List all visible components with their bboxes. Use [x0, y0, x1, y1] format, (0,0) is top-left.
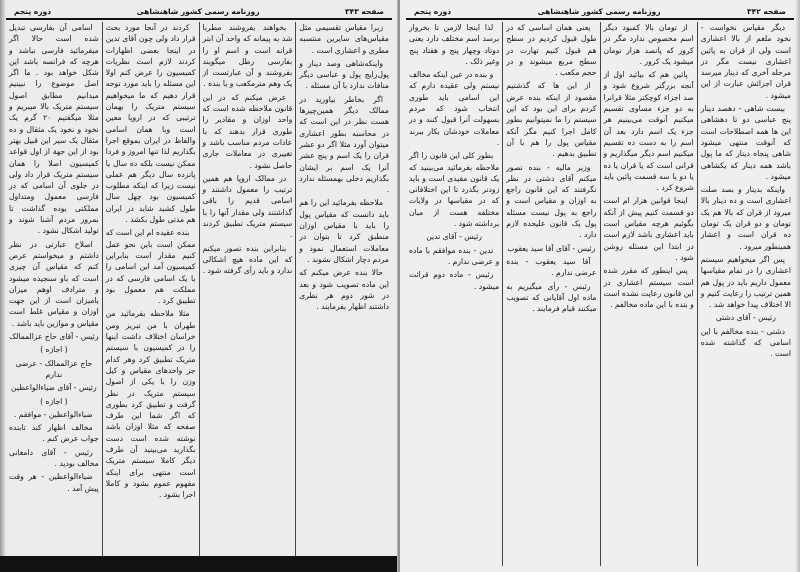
left-page — [0, 0, 398, 572]
paragraph: از تومان بالا کمبود دیگر اسم مخصوص ندارد مگر در کرور که پانصد هزار تومان میشود یک کرور . — [603, 23, 694, 66]
page-number: صفحه ۳۴۲ — [747, 6, 786, 16]
text-column — [697, 22, 794, 566]
paragraph: بیست شاهی - دهصد دینار پنج عباسی دو تا دهشاهی این ها همه اصطلاحات است که آنوقت منتهی میشود شاهی پنجاه دینار که ما پول باشد همه دینار که یکشاهی میشود . — [700, 104, 791, 181]
speaker-line: رئیس - آقای آقا سید یعقوب — [507, 243, 596, 253]
paragraph: کردند در آنجا مورد بحث قرار داد ولی چون آقای تدین در اینجا بعضی اظهارات کردند لازم است نظریات کمیسیون را عرض کنم اولا این مسئله را باید مورد توجه قرار دهیم که ما میخواهیم سیستم متریک را بهمان ترتیبی که در اروپا معین است وبا همان اسامی والفاظ در ایران بموقع اجرا بگذاریم لذا تنها امروز و فردا ممکن نیست بلکه ده سال یا پانزده سال دیگر هم عملی نیست زیرا که اینکه مطلوب کمیسیون بود چهل سال طول کشید شاید در ایران هم مدتی طول بکشد . — [105, 23, 196, 225]
text-column — [600, 22, 697, 566]
paragraph: در ممالک اروپا هم همین ترتیب را معمول داشتند و اسامی قدیم را باقی گذاشتند ولی مقدار آنها را با سیستم متریک تطبیق کردند . — [202, 173, 293, 240]
newspaper-title: روزنامه رسمی کشور شاهنشاهی — [537, 6, 661, 16]
paragraph: تدین - بنده موافقم با ماده و عرضی ندارم . — [409, 245, 500, 266]
newspaper-title: روزنامه رسمی کشور شاهنشاهی — [136, 6, 260, 16]
paragraph: عرض میکنم که در این قانون ملاحظه شده است که واحد اوزان و مقادیر را طوری قرار بدهند که با عادات مردم مناسب باشد و تغییری در معاملات جاری حاصل نشود . — [202, 92, 293, 170]
paragraph: رئیس - ماده دوم قرائت میشود . — [409, 270, 500, 291]
paragraph: پس اگر میخواهیم سیستم اعشاری را در تمام مقیاسها معمول داریم باید در پول هم همین ترتیب را رعایت کنیم و الا اختلاف پیدا خواهد شد . — [700, 254, 791, 310]
speaker-line: حاج عزالممالک - عرضی ندارم — [15, 358, 93, 379]
paragraph: یعنی همان اساسی که در طول قبول کردیم در سطح هم قبول کنیم تهارت در سطح مربع میشوند و در حجم مکعب . — [506, 23, 597, 78]
speaker-line: رئیس - آقای تدین — [426, 232, 482, 242]
text-column — [502, 22, 599, 566]
speaker-line: رئیس - آقای دشتی — [715, 313, 776, 323]
paragraph: بنابراین بنده تصور میکنم که این ماده هیچ اشکالی ندارد و باید رأی گرفته شود . — [202, 243, 293, 276]
text-columns — [6, 22, 392, 566]
paragraph: اسامی آن بفارسی تبدیل شده است حالا اگر میفرمائید فارسی نباشد و هرچه که فرانسه باشد این شکل خواهد بود . ما اگر اصل موضوع را نبینیم میدانیم مطابق اصول سیستم متریک بالا میبریم و مثلا میگفتیم ۲۰ گرم یک نخود و نخود یک مثقال و ده مثقال یک سیر این قبیل بهتر بود از این جهة از اول قواعد کمیسیون اصلا را همان سیستم متریک قرار داد ولی در جلوی آن اسامی که در فارسی معمول ومتداول مملکتی بوده گذاشت تا بمرور مردم آشنا شوند و تولید اشکال نشود . — [9, 23, 99, 236]
scan-bottom-border — [0, 556, 398, 572]
text-column — [199, 22, 296, 566]
paragraph: واینکه‌شاهی وصد دینار و پول‌رایج پول و عباسی دیگر منافات ندارد با آن مسئله . — [299, 58, 389, 91]
speaker-line: ( اجازه ) — [40, 396, 68, 406]
text-column — [295, 22, 392, 566]
speaker-line: ( اجازه ) — [40, 345, 68, 355]
paragraph: پس اینطور که مقرر شده است سیستم اعشاری در این قانون رعایت نشده است و بنده با این ماده مخالفم . — [603, 266, 694, 310]
paragraph: مخالف اظهار کند تابنده جواب عرض کنم . — [9, 423, 99, 444]
paragraph: وزیر مالیه - بنده تصور میکنم آقای دشتی در نظر نگرفتند که این قانون راجع به اوزان و مقیاس است و راجع به پول نیست مسئله پول یک قانون علیحده لازم دارد . — [506, 162, 597, 240]
text-column — [6, 22, 102, 566]
paragraph: بطور کلی این قانون را اگر ملاحظه بفرمائید می‌بینید که یک قانون مفیدی است و باید زودتر بگذرد تا این اختلافاتی که در مقیاسها در ولایات مختلفه هست از میان برداشته شود . — [409, 151, 500, 229]
paragraph: بنده عقیده ام این است که ممکن است باین نحو عمل کنیم مقدار است بنابراین کمیسیون آمد این اسامی را با یک اسامی فارسی که در مملکت هم معمول بود تطبیق کرد . — [105, 228, 196, 306]
period-label: دوره پنجم — [414, 6, 452, 16]
paragraph: اینجا قوانین هزار ام است دو قسمت کنیم پیش از آنکه بگوئیم هرچه مقیاس است باید اعشاری باشد لازم است در ابتدا این مسئله روشن شود . — [603, 196, 694, 262]
paragraph: واینکه بدینار و بصد صلت اعشاری است و ده دینار بالا میرود از قران که بالا هم یک تومان و دو قران یک تومان ده قران است و اعشار همینطور میرود . — [700, 185, 791, 251]
paragraph: از این ها که گذشتیم مقصود از اینکه بنده عرض کردم برای این بود که این سیستم را ما نمیتوانیم بطور کامل اجرا کنیم مگر آنکه مقیاس پول را هم با آن تطبیق بدهیم . — [506, 81, 597, 159]
paragraph: دیگر مقیاس نخواست - نخود ملغم از بالا اعشاری است ولی از قران به پائین اعشاری نیست مگر در مرحله آخری که دینار میرسد قران اجزائش عبارت از این میشود . — [700, 23, 791, 100]
paragraph: آقا سید یعقوب - بنده عرضی ندارم . — [506, 256, 597, 278]
scan-edge-shadow — [0, 0, 6, 572]
paragraph: ملاحظه بفرمائید این را هم باید دانست که مقیاس پول را باید با مقیاس اوزان منطبق کرد تا بتوان در معاملات استعمال نمود و مردم دچار اشکال نشوند . — [299, 198, 389, 264]
paragraph: دشتی - بنده مخالفم با این اسامی که گذاشته شده است . — [700, 326, 791, 359]
paragraph: حالا بنده عرض میکنم که این ماده تصویب شود و بعد در شور دوم هر نظری داشتند اظهار بفرمایند . — [299, 268, 389, 312]
right-page — [400, 0, 800, 572]
page-header — [406, 4, 794, 20]
paragraph: پائین هم که بیائید اول از آنجه بزرگتر شروع شود و صد اجزاء کوچکتر مثلا قرانرا به دو جزء مساوی تقسیم میکنیم آنوقت می‌بینیم هر جزء یک اسم دارد بعد آن اسم را به دست ده تقسیم میکنیم اسم دیگر میگذاریم و قرانی است که یا قران یا ده یا دو یا سه قسمت پائین باید شروع کرد . — [603, 70, 694, 193]
paragraph: ضیاءالواعظین - هر وقت پیش آمد . — [9, 472, 99, 493]
paragraph: رئیس - رأی میگیریم به ماده اول آقایانی که تصویب میکنند قیام فرمایند . — [506, 281, 597, 314]
page-number: صفحه ۳۴۳ — [345, 6, 384, 16]
speaker-line: رئیس - آقای ضیاءالواعظین — [11, 383, 97, 393]
text-columns — [406, 22, 794, 566]
paragraph: و بنده در عین اینکه مخالف نیستم ولی عقیده دارم که این اسامی باید طوری انتخاب شود که مردم بسهولت آنرا قبول کنند و در معاملات خودشان بکار ببرند . — [409, 70, 500, 147]
text-column — [102, 22, 199, 566]
paragraph: مثلا ملاحظه بفرمائید من طهران با من تبریز ومن خراسان اختلاف داشت اینها را در کمیسیون با سیستم متریک تطبیق کرد وهر کدام جز واحدهای مقیاس و کیل وزن را با یکی از اصول سیستم متریک در نظر گرفت و تطبیق کرد بطوری که اگر شما این طرف صفحه که مثلا اوزان باشد نوشته شده است دست بگذارید می‌بینید آن طرف دیگر کاملا سیستم متریک است منتهی برای اینکه مفهوم عموم بشود و کاملا اجرا بشود . — [105, 309, 196, 500]
scan-edge-shadow — [795, 0, 800, 572]
text-column — [406, 22, 502, 566]
period-label: دوره پنجم — [14, 6, 52, 16]
paragraph: زیرا مقیاس تقسیمی مثل مقیاس‌های سایرین منتسبه مطری و اعشاری است . — [299, 23, 389, 55]
paragraph: لذا اینجا لازمن تا بخروار برسد اسم مختلف دارد یعنی دوتاد وچهار پنج و هفتاد پنج وغیر ذلک . — [409, 23, 500, 66]
paragraph: بخواهند بفروشند مطربا شد به پیمانه که واحد آن ابتر قرانه است و اسم او را بفارسی رطل میگویند بفروشند و آن عبارتست از یک وهم مترمکعب و یا بنده . — [202, 23, 293, 89]
paragraph: رئیس - آقای دامغانی مخالف بودید . — [9, 447, 99, 468]
paragraph: اگر بخاطر بیاورید در ممالک دیگر همین‌چیزها هست نظر در این است که در محاسبه بطور اعشاری میتوان آورد مثلا اگر دو عشر قران را یک اسم و پنج عشر آنرا یک اسم بر ایشان بگذاریم دخلی بهمسئله ندارد . — [299, 94, 389, 195]
paragraph: اصلاح عبارتی در نظر داشتم و میخواستم عرض کنم که مقیاس آن چیزی است که باو سنجیده میشود و مترادف اوهم میزان یامیزان است از این جهت اوزان و مقیاس غلط است مقیاس و موازین باید باشد . — [9, 239, 99, 328]
paragraph: ضیاءالواعظین - موافقم . — [13, 409, 93, 419]
speaker-line: رئیس - آقای حاج عزالممالک — [9, 332, 99, 342]
page-header — [6, 4, 392, 20]
